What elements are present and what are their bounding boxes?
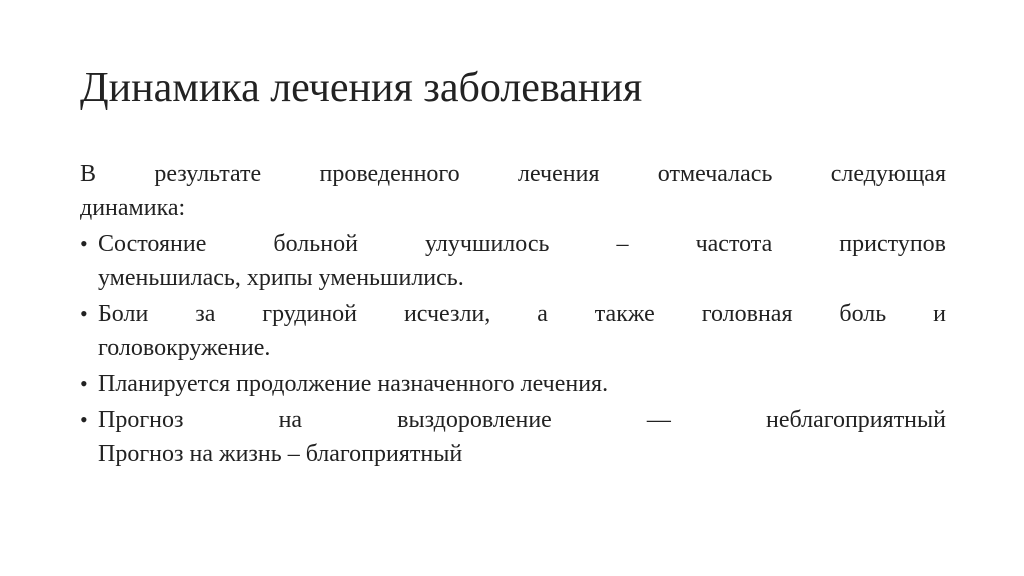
bullet-marker: • bbox=[80, 407, 88, 432]
intro-line: В результате проведенного лечения отмечалась следующая bbox=[80, 161, 946, 187]
bullet-line: Прогноз на выздоровление — неблагоприятный bbox=[98, 407, 946, 433]
bullet-line: головокружение. bbox=[98, 335, 271, 361]
bullet-item bbox=[80, 297, 946, 365]
bullet-line: Планируется продолжение назначенного лечения. bbox=[98, 371, 609, 397]
bullet-line: уменьшилась, хрипы уменьшились. bbox=[98, 265, 464, 291]
bullet-item bbox=[80, 367, 946, 401]
bullet-marker: • bbox=[80, 301, 88, 326]
bullet-marker: • bbox=[80, 371, 88, 396]
intro-line: динамика: bbox=[80, 195, 186, 221]
slide-body bbox=[80, 157, 946, 473]
bullet-line: Прогноз на жизнь – благоприятный bbox=[98, 441, 463, 467]
bullet-line: Состояние больной улучшилось – частота приступов bbox=[98, 231, 946, 257]
slide-title: Динамика лечения заболевания bbox=[80, 65, 643, 111]
bullet-item bbox=[80, 227, 946, 295]
bullet-list bbox=[80, 227, 946, 471]
intro-paragraph bbox=[80, 157, 946, 225]
bullet-item bbox=[80, 403, 946, 471]
bullet-line: Боли за грудиной исчезли, а также головная боль и bbox=[98, 301, 946, 327]
bullet-marker: • bbox=[80, 231, 88, 256]
